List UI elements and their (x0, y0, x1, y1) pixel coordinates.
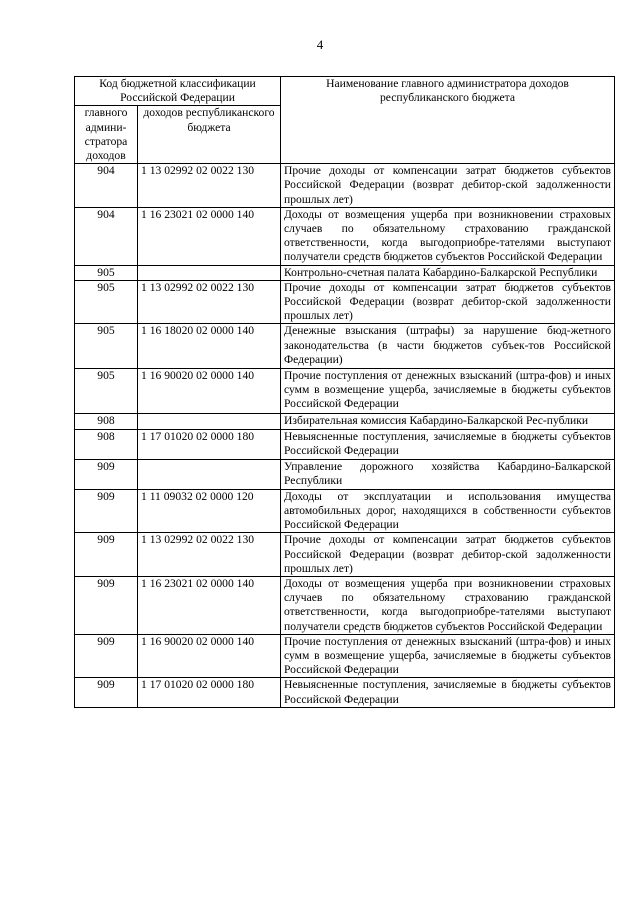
table-row (75, 324, 615, 369)
table-row (75, 369, 615, 414)
header-main-administrator: главного админи-стратора доходов (75, 106, 138, 164)
table-row (75, 265, 615, 280)
admin-code-cell: 905 (75, 324, 138, 369)
admin-code-cell: 904 (75, 164, 138, 208)
administrator-name-cell: Контрольно-счетная палата Кабардино-Балкарской Республики (281, 265, 615, 280)
administrator-name-cell: Прочие поступления от денежных взысканий (штра-фов) и иных сумм в возмещение ущерба, зачисляемые в бюджеты субъектов Российской Федерации (281, 369, 615, 414)
table-row (75, 576, 615, 634)
administrator-name-cell: Прочие доходы от компенсации затрат бюджетов субъектов Российской Федерации (возврат дебитор-ской задолженности прошлых лет) (281, 280, 615, 324)
table-row (75, 678, 615, 707)
table-row (75, 533, 615, 577)
administrator-name-cell: Невыясненные поступления, зачисляемые в бюджеты субъектов Российской Федерации (281, 678, 615, 707)
administrator-name-cell: Прочие поступления от денежных взысканий (штра-фов) и иных сумм в возмещение ущерба, зачисляемые в бюджеты субъектов Российской Федерации (281, 634, 615, 678)
administrator-name-cell: Прочие доходы от компенсации затрат бюджетов субъектов Российской Федерации (возврат дебитор-ской задолженности прошлых лет) (281, 533, 615, 577)
administrator-name-cell: Доходы от возмещения ущерба при возникновении страховых случаев по обязательному страхованию гражданской ответственности, когда выгодоприобре-тателями выступают получатели средств бюджетов субъектов Российской Федерации (281, 207, 615, 265)
admin-code-cell: 909 (75, 634, 138, 678)
admin-code-cell: 908 (75, 413, 138, 429)
table-row (75, 280, 615, 324)
income-administrators-table (74, 76, 615, 708)
administrator-name-cell: Управление дорожного хозяйства Кабардино-Балкарской Республики (281, 460, 615, 489)
admin-code-cell: 904 (75, 207, 138, 265)
income-code-cell (138, 460, 281, 489)
administrator-name-cell: Избирательная комиссия Кабардино-Балкарской Рес-публики (281, 413, 615, 429)
income-code-cell: 1 17 01020 02 0000 180 (138, 429, 281, 459)
income-code-cell: 1 16 18020 02 0000 140 (138, 324, 281, 369)
table-row (75, 429, 615, 459)
administrator-name-cell: Прочие доходы от компенсации затрат бюджетов субъектов Российской Федерации (возврат дебитор-ской задолженности прошлых лет) (281, 164, 615, 208)
table-row (75, 413, 615, 429)
administrator-name-cell: Доходы от эксплуатации и использования имущества автомобильных дорог, находящихся в собственности субъектов Российской Федерации (281, 489, 615, 533)
table-row (75, 164, 615, 208)
admin-code-cell: 905 (75, 369, 138, 414)
table-body (75, 164, 615, 708)
header-income-code: доходов республиканского бюджета (138, 106, 281, 164)
admin-code-cell: 909 (75, 489, 138, 533)
income-code-cell (138, 413, 281, 429)
table-row (75, 634, 615, 678)
table-row (75, 207, 615, 265)
income-code-cell: 1 16 90020 02 0000 140 (138, 634, 281, 678)
income-code-cell (138, 265, 281, 280)
admin-code-cell: 908 (75, 429, 138, 459)
admin-code-cell: 909 (75, 576, 138, 634)
table-row (75, 489, 615, 533)
administrator-name-cell: Денежные взыскания (штрафы) за нарушение бюд-жетного законодательства (в части бюджетов субъек-тов Российской Федерации) (281, 324, 615, 369)
income-code-cell: 1 16 90020 02 0000 140 (138, 369, 281, 414)
header-budget-classification-code: Код бюджетной классификации Российской Федерации (75, 77, 281, 106)
income-code-cell: 1 17 01020 02 0000 180 (138, 678, 281, 707)
page-number: 4 (316, 37, 324, 52)
header-row-top (75, 77, 615, 106)
admin-code-cell: 909 (75, 533, 138, 577)
header-administrator-name: Наименование главного администратора доходов республиканского бюджета (281, 77, 615, 164)
table-row (75, 460, 615, 489)
administrator-name-cell: Доходы от возмещения ущерба при возникновении страховых случаев по обязательному страхованию гражданской ответственности, когда выгодоприобре-тателями выступают получатели средств бюджетов субъектов Российской Федерации (281, 576, 615, 634)
admin-code-cell: 909 (75, 460, 138, 489)
income-code-cell: 1 16 23021 02 0000 140 (138, 207, 281, 265)
income-code-cell: 1 13 02992 02 0022 130 (138, 164, 281, 208)
admin-code-cell: 905 (75, 265, 138, 280)
admin-code-cell: 909 (75, 678, 138, 707)
administrator-name-cell: Невыясненные поступления, зачисляемые в бюджеты субъектов Российской Федерации (281, 429, 615, 459)
income-code-cell: 1 13 02992 02 0022 130 (138, 280, 281, 324)
income-code-cell: 1 16 23021 02 0000 140 (138, 576, 281, 634)
income-code-cell: 1 11 09032 02 0000 120 (138, 489, 281, 533)
admin-code-cell: 905 (75, 280, 138, 324)
income-code-cell: 1 13 02992 02 0022 130 (138, 533, 281, 577)
